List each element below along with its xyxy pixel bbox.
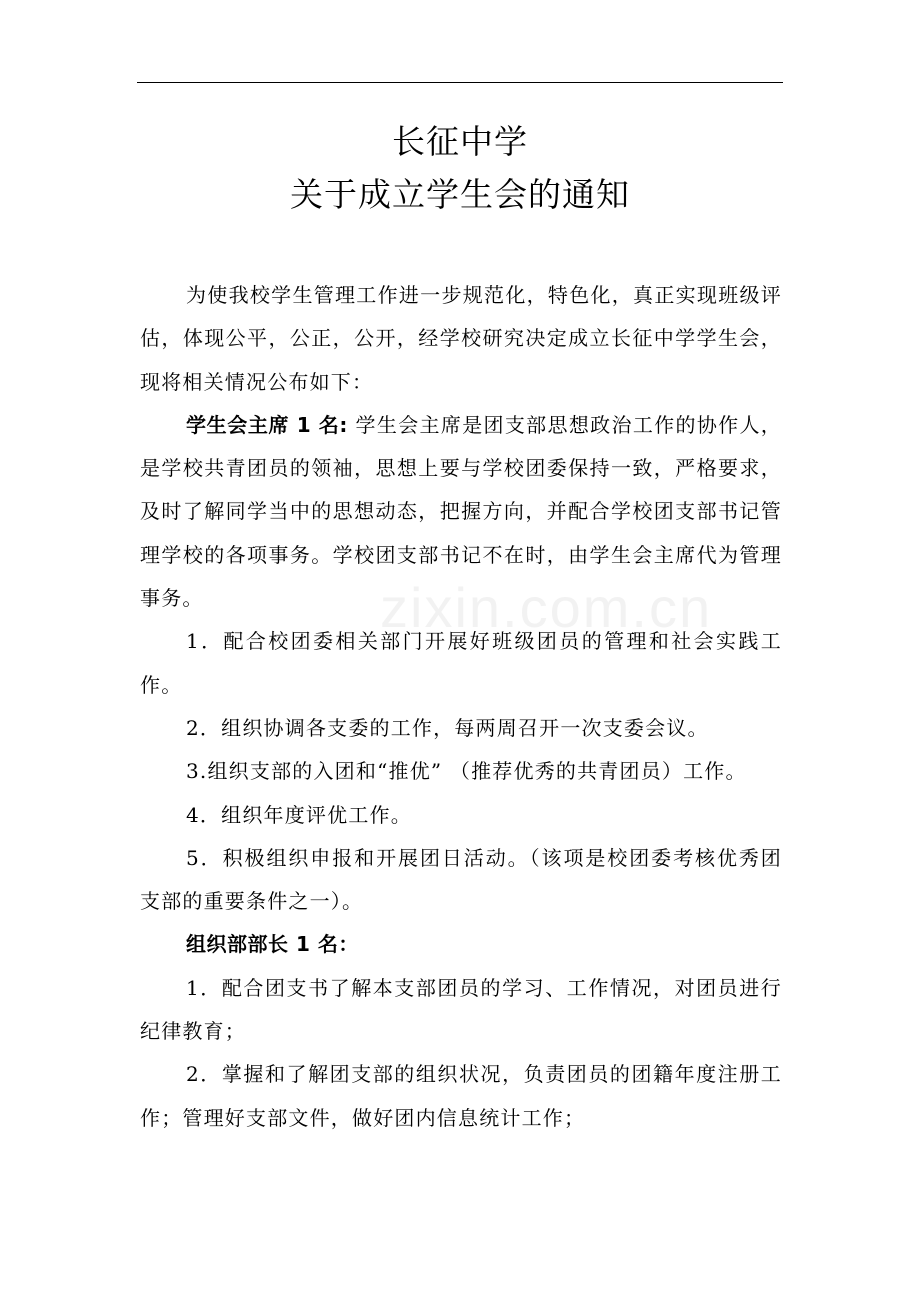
chairman-description: 学生会主席是团支部思想政治工作的协作人，是学校共青团员的领袖，思想上要与学校团委保持一致，严格要求，及时了解同学当中的思想动态，把握方向，并配合学校团支部书记管理学校的各项事务。学校团支部书记不在时，由学生会主席代为管理事务。 [140, 412, 782, 611]
chairman-paragraph [140, 404, 782, 620]
chairman-heading: 学生会主席 1 名: [186, 412, 348, 437]
chairman-duty-3: 3.组织支部的入团和“推优” （推荐优秀的共青团员）工作。 [186, 759, 747, 784]
header-rule [137, 82, 783, 83]
document-title-school: 长征中学 [392, 122, 528, 161]
document-title-notice: 关于成立学生会的通知 [290, 175, 630, 214]
organization-heading-paragraph [140, 923, 782, 966]
chairman-duty-4: 4．组织年度评优工作。 [186, 802, 412, 827]
document-body [140, 274, 782, 1140]
organization-duty-1: 1．配合团支书了解本支部团员的学习、工作情况，对团员进行纪律教育； [140, 975, 782, 1044]
organization-duty-2: 2．掌握和了解团支部的组织状况，负责团员的团籍年度注册工作；管理好支部文件，做好团内信息统计工作； [140, 1062, 782, 1130]
chairman-duty-2: 2．组织协调各支委的工作，每两周召开一次支委会议。 [186, 715, 709, 740]
intro-paragraph: 为使我校学生管理工作进一步规范化，特色化，真正实现班级评估，体现公平，公正，公开，经学校研究决定成立长征中学学生会，现将相关情况公布如下： [140, 283, 782, 394]
chairman-duty-1: 1．配合校团委相关部门开展好班级团员的管理和社会实践工作。 [140, 629, 782, 697]
chairman-duty-5: 5．积极组织申报和开展团日活动。（该项是校团委考核优秀团支部的重要条件之一）。 [140, 845, 782, 914]
organization-heading: 组织部部长 1 名： [186, 932, 359, 957]
watermark: zixin.com.cn [380, 576, 713, 639]
